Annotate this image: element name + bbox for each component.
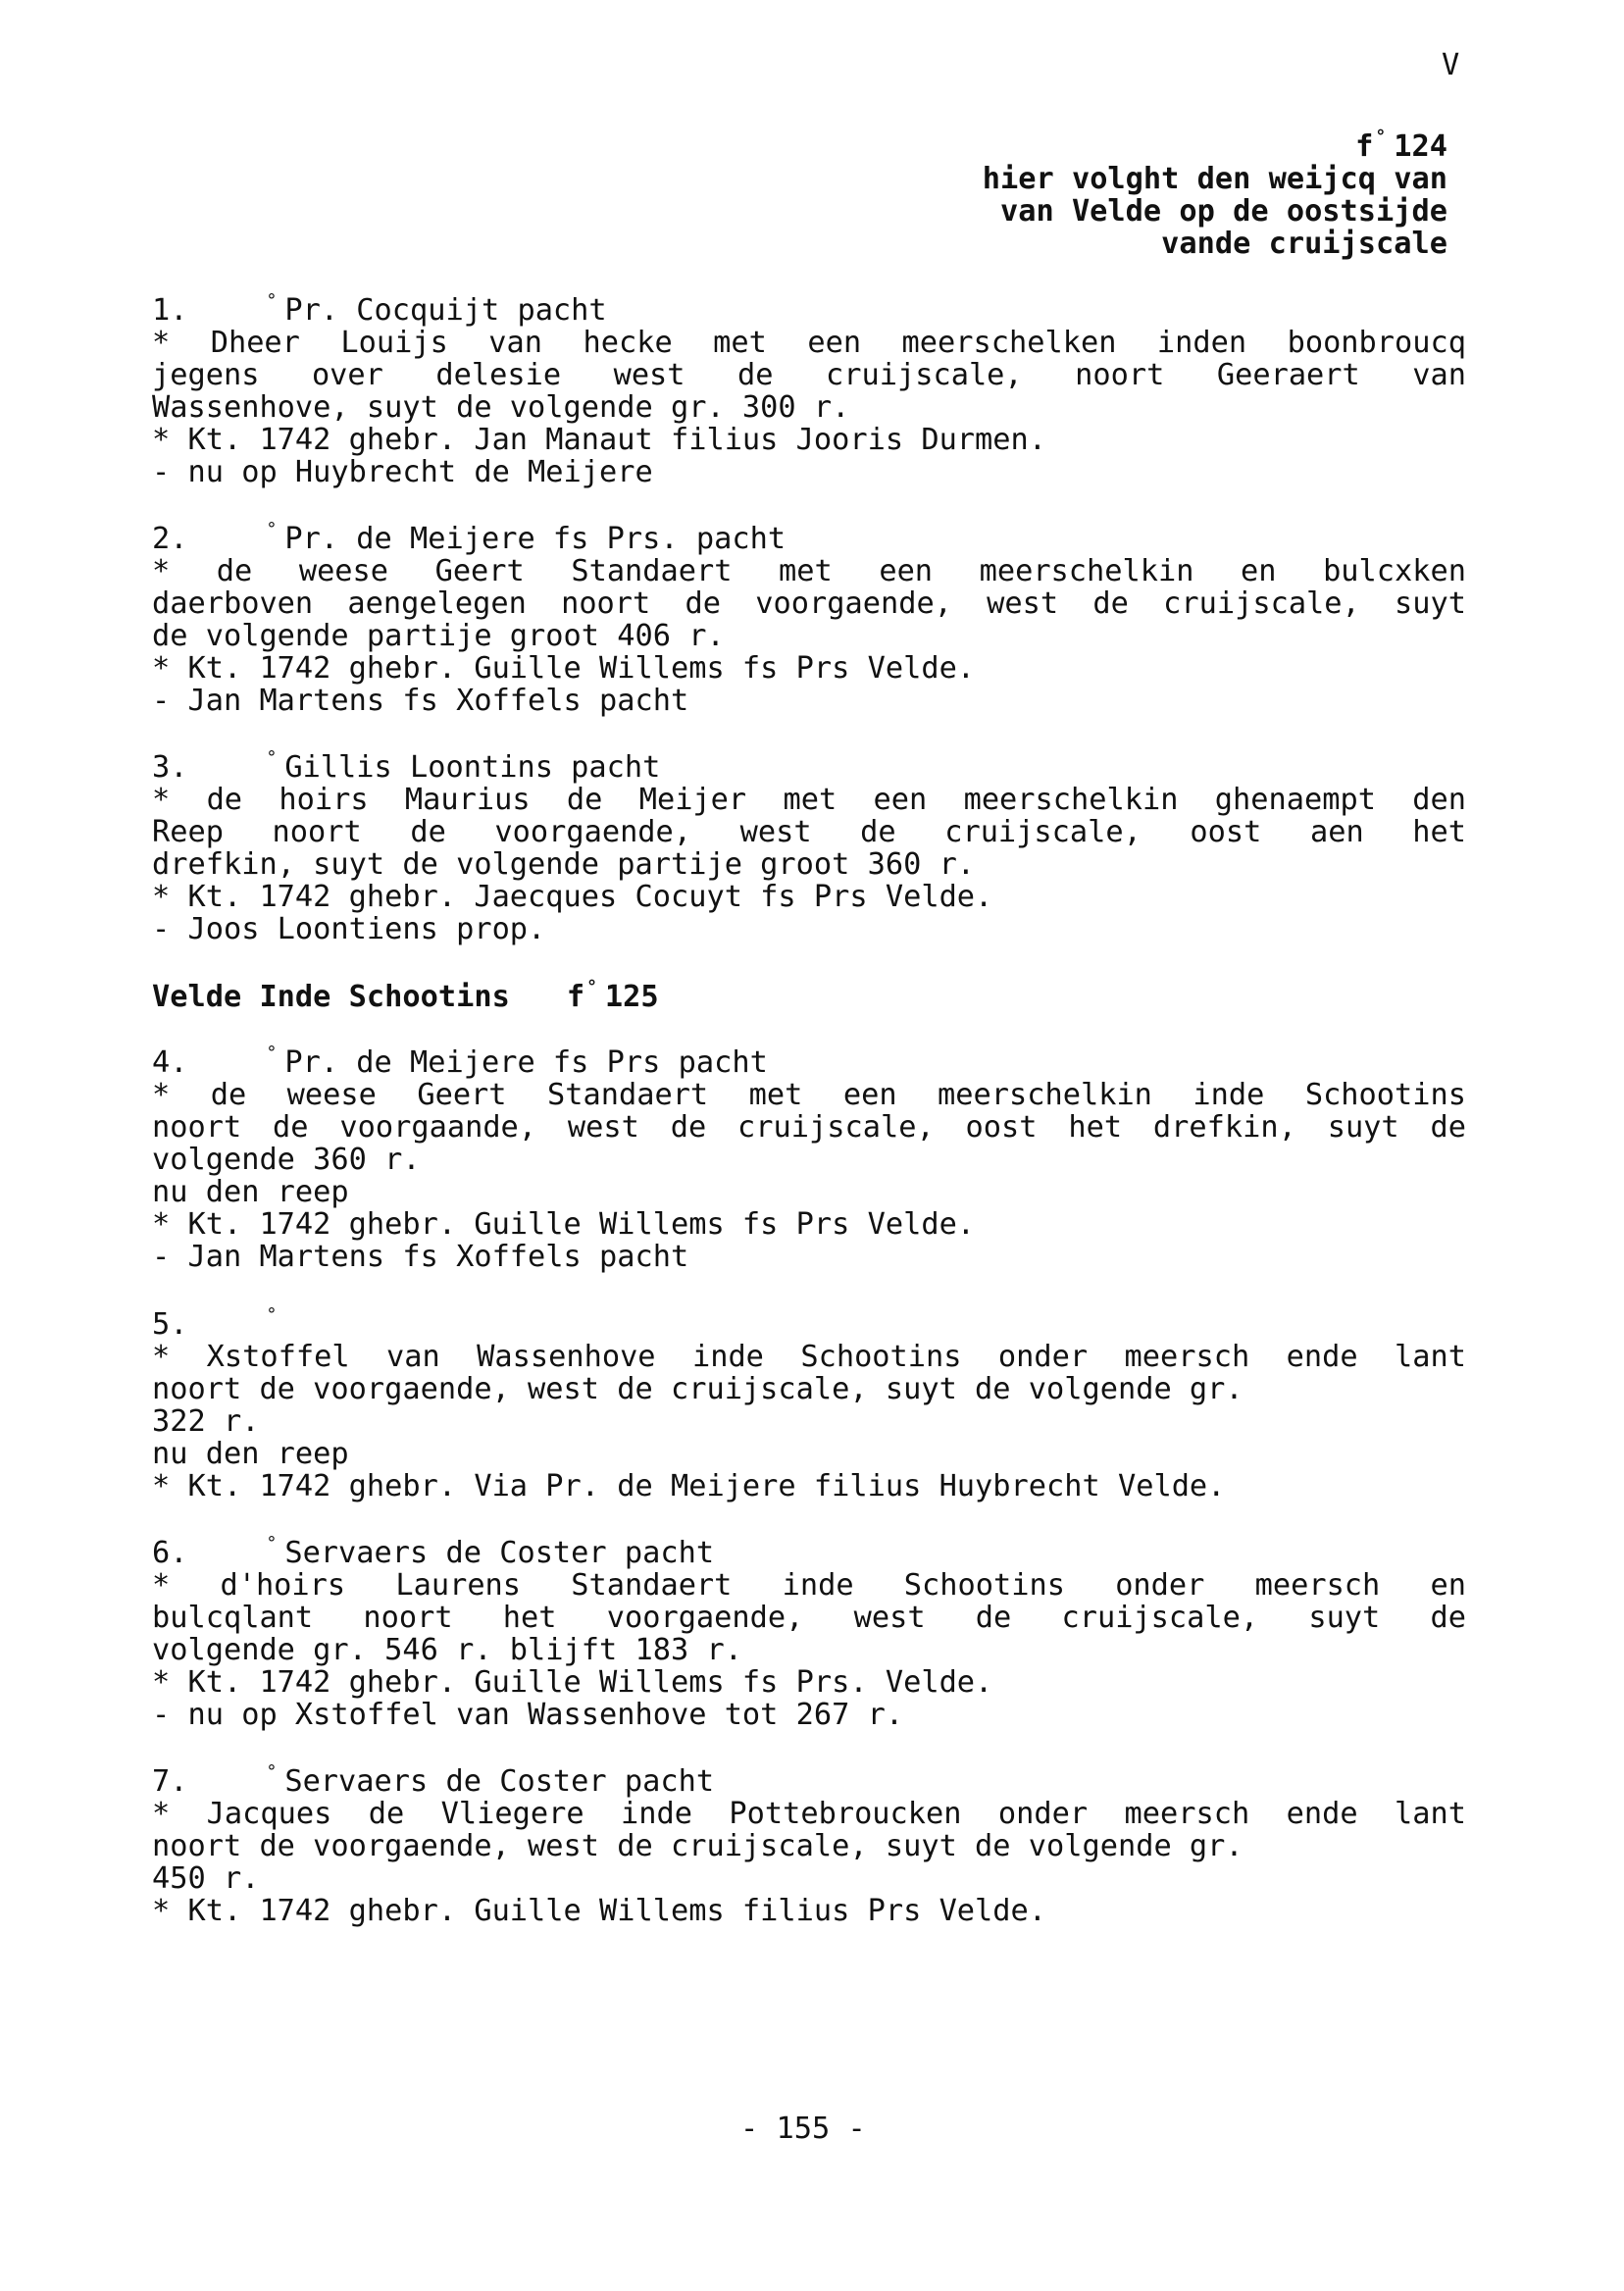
entry-line: * Kt. 1742 ghebr. Guille Willems fs Prs Velde. [152, 651, 976, 686]
degree-mark: ° [586, 977, 597, 997]
entry-line: - Jan Martens fs Xoffels pacht [152, 1240, 689, 1274]
entry-number: 4. [152, 1045, 188, 1080]
degree-mark: ° [266, 290, 278, 311]
entry-line: nu den reep [152, 1437, 349, 1471]
entry-line: noort de voorgaende, west de cruijscale, suyt de volgende gr. [152, 1372, 1243, 1406]
degree-mark: ° [1375, 127, 1387, 147]
entry-lessee: Pr. de Meijere fs Prs. pacht [284, 522, 787, 556]
entry-line: daerboven aengelegen noort de voorgaende, west de cruijscale, suyt [152, 586, 1466, 621]
entry-line: - Joos Loontiens prop. [152, 912, 546, 946]
entry-number: 5. [152, 1307, 188, 1342]
entry-line: * de weese Geert Standaert met een meerschelkin inde Schootins [152, 1078, 1466, 1112]
entry-lessee: Servaers de Coster pacht [284, 1536, 715, 1570]
entry-line: noort de voorgaande, west de cruijscale, oost het drefkin, suyt de [152, 1110, 1466, 1145]
entry-line: de volgende partije groot 406 r. [152, 619, 725, 653]
folio-prefix: f [1355, 129, 1374, 164]
entry-number: 1. [152, 293, 188, 328]
page-number: - 155 - [740, 2112, 866, 2146]
entry-number: 6. [152, 1536, 188, 1570]
entry-line: 450 r. [152, 1861, 260, 1896]
entry-line: Reep noort de voorgaende, west de cruijscale, oost aen het [152, 815, 1466, 849]
entry-line: drefkin, suyt de volgende partije groot 360 r. [152, 847, 976, 882]
entry-line: * Kt. 1742 ghebr. Via Pr. de Meijere filius Huybrecht Velde. [152, 1469, 1226, 1503]
title-line-1: hier volght den weijcq van [982, 162, 1447, 196]
section-title: Velde Inde Schootins [152, 980, 510, 1014]
degree-mark: ° [266, 1533, 278, 1553]
entry-line: * Kt. 1742 ghebr. Guille Willems fs Prs Velde. [152, 1207, 976, 1242]
folio-number: 124 [1394, 129, 1447, 164]
entry-number: 7. [152, 1764, 188, 1799]
degree-mark: ° [266, 519, 278, 539]
degree-mark: ° [266, 1043, 278, 1063]
entry-line: bulcqlant noort het voorgaende, west de cruijscale, suyt de [152, 1601, 1466, 1635]
entry-line: 322 r. [152, 1404, 260, 1439]
entry-line: * Kt. 1742 ghebr. Jaecques Cocuyt fs Prs Velde. [152, 880, 993, 914]
entry-line: * Kt. 1742 ghebr. Guille Willems filius Prs Velde. [152, 1894, 1047, 1928]
entry-line: volgende 360 r. [152, 1143, 421, 1177]
entry-lessee: Pr. de Meijere fs Prs pacht [284, 1045, 768, 1080]
entry-line: noort de voorgaende, west de cruijscale, suyt de volgende gr. [152, 1829, 1243, 1863]
degree-mark: ° [266, 1304, 278, 1325]
entry-number: 3. [152, 750, 188, 785]
degree-mark: ° [266, 1761, 278, 1782]
entry-line: Wassenhove, suyt de volgende gr. 300 r. [152, 390, 850, 425]
title-line-3: vande cruijscale [1161, 227, 1447, 261]
entry-line: * Xstoffel van Wassenhove inde Schootins onder meersch ende lant [152, 1340, 1466, 1374]
entry-number: 2. [152, 522, 188, 556]
entry-lessee: Gillis Loontins pacht [284, 750, 661, 785]
entry-line: * Dheer Louijs van hecke met een meerschelken inden boonbroucq [152, 326, 1466, 360]
entry-line: * Kt. 1742 ghebr. Jan Manaut filius Jooris Durmen. [152, 423, 1047, 457]
entry-line: volgende gr. 546 r. blijft 183 r. [152, 1633, 742, 1667]
section-heading [152, 977, 659, 1017]
entry-line: - Jan Martens fs Xoffels pacht [152, 684, 689, 718]
section-folio-number: 125 [604, 980, 659, 1014]
entry-line: * Kt. 1742 ghebr. Guille Willems fs Prs. Velde. [152, 1665, 993, 1700]
entry-line: - nu op Xstoffel van Wassenhove tot 267 r. [152, 1698, 904, 1732]
entry-line: - nu op Huybrecht de Meijere [152, 455, 653, 489]
entry-line: * d'hoirs Laurens Standaert inde Schootins onder meersch en [152, 1568, 1466, 1603]
section-folio-prefix: f [566, 980, 585, 1014]
entry-lessee: Pr. Cocquijt pacht [284, 293, 607, 328]
entry-line: * Jacques de Vliegere inde Pottebroucken onder meersch ende lant [152, 1797, 1466, 1831]
page-marker: V [1442, 48, 1460, 82]
degree-mark: ° [266, 747, 278, 768]
entry-line: jegens over delesie west de cruijscale, noort Geeraert van [152, 358, 1466, 392]
entry-line: nu den reep [152, 1175, 349, 1209]
entry-line: * de weese Geert Standaert met een meerschelkin en bulcxken [152, 554, 1466, 588]
entry-lessee: Servaers de Coster pacht [284, 1764, 715, 1799]
entry-line: * de hoirs Maurius de Meijer met een meerschelkin ghenaempt den [152, 783, 1466, 817]
title-line-2: van Velde op de oostsijde [999, 194, 1447, 229]
